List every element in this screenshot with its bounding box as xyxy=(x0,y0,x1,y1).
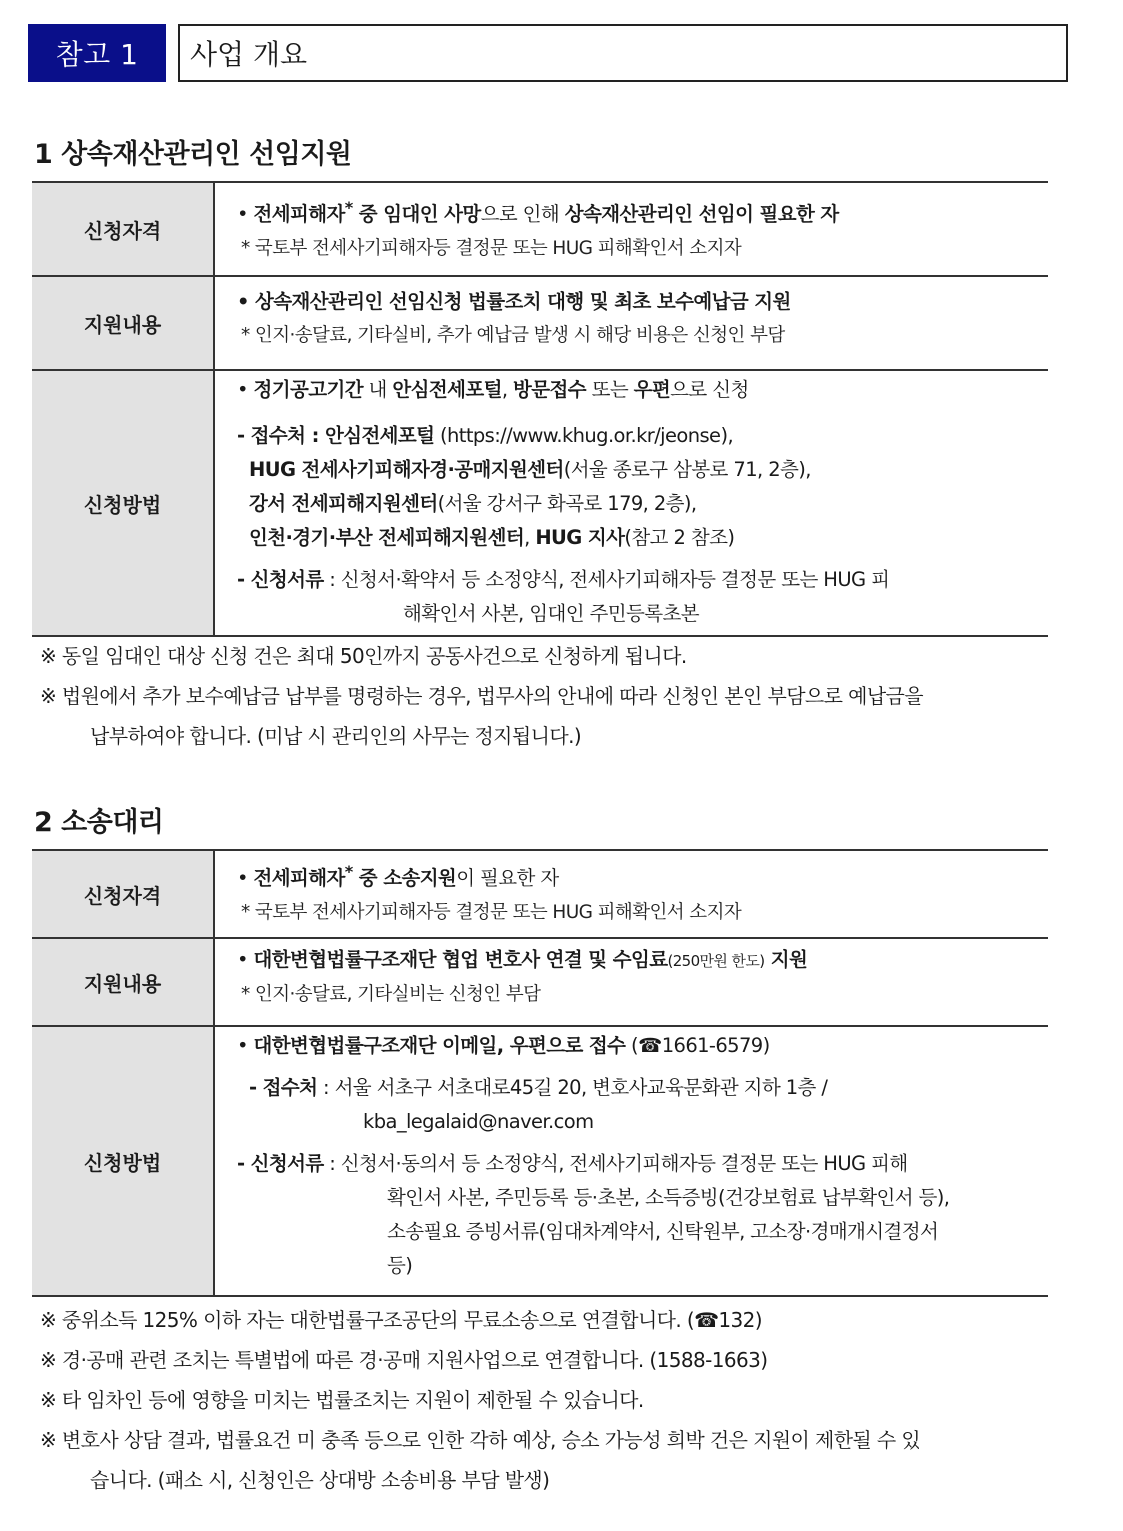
row-content: • 전세피해자* 중 소송지원이 필요한 자 * 국토부 전세사기피해자등 결정문 또는 HUG 피해확인서 소지자 xyxy=(214,850,1048,938)
row-label: 신청방법 xyxy=(32,1026,214,1296)
section-1-title: 1 상속재산관리인 선임지원 xyxy=(34,139,352,170)
row-content: • 대한변협법률구조재단 협업 변호사 연결 및 수임료(250만원 한도) 지원 * 인지·송달료, 기타실비는 신청인 부담 xyxy=(214,938,1048,1026)
header-title: 사업 개요 xyxy=(178,24,1068,82)
document-header xyxy=(28,24,1068,82)
section-1-table xyxy=(32,181,1048,637)
reference-tag: 참고 1 xyxy=(28,24,166,82)
table-row xyxy=(32,182,1048,276)
section-2-table xyxy=(32,849,1048,1297)
table-row xyxy=(32,1026,1048,1296)
note-item: ※ 변호사 상담 결과, 법률요건 미 충족 등으로 인한 각하 예상, 승소 가능성 희박 건은 지원이 제한될 수 있 xyxy=(40,1428,921,1452)
table-row xyxy=(32,850,1048,938)
row-label: 지원내용 xyxy=(32,938,214,1026)
row-label: 지원내용 xyxy=(32,276,214,370)
row-label: 신청자격 xyxy=(32,182,214,276)
note-item: ※ 타 임차인 등에 영향을 미치는 법률조치는 지원이 제한될 수 있습니다. xyxy=(40,1388,644,1412)
note-item: ※ 중위소득 125% 이하 자는 대한법률구조공단의 무료소송으로 연결합니다. (☎132) xyxy=(40,1308,763,1332)
row-label: 신청방법 xyxy=(32,370,214,636)
row-content: • 전세피해자* 중 임대인 사망으로 인해 상속재산관리인 선임이 필요한 자 * 국토부 전세사기피해자등 결정문 또는 HUG 피해확인서 소지자 xyxy=(214,182,1048,276)
row-content: • 상속재산관리인 선임신청 법률조치 대행 및 최초 보수예납금 지원 * 인지·송달료, 기타실비, 추가 예납금 발생 시 해당 비용은 신청인 부담 xyxy=(214,276,1048,370)
row-label: 신청자격 xyxy=(32,850,214,938)
section-2-notes xyxy=(40,1300,1080,1500)
note-item: 습니다. (패소 시, 신청인은 상대방 소송비용 부담 발생) xyxy=(90,1468,550,1492)
note-item: 납부하여야 합니다. (미납 시 관리인의 사무는 정지됩니다.) xyxy=(90,724,582,748)
note-item: ※ 법원에서 추가 보수예납금 납부를 명령하는 경우, 법무사의 안내에 따라 신청인 본인 부담으로 예납금을 xyxy=(40,684,924,708)
table-row xyxy=(32,276,1048,370)
table-row xyxy=(32,938,1048,1026)
section-2-title: 2 소송대리 xyxy=(34,807,164,838)
table-row xyxy=(32,370,1048,636)
note-item: ※ 동일 임대인 대상 신청 건은 최대 50인까지 공동사건으로 신청하게 됩니다. xyxy=(40,644,687,668)
row-content: • 대한변협법률구조재단 이메일, 우편으로 접수 (☎1661-6579) - 접수처 : 서울 서초구 서초대로45길 20, 변호사교육문화관 지하 1층 / kba_legalaid@naver.com - 신청서류 : 신청서·동의서 등 소정양식, 전세사기피해자등 결정문 또는 HUG 피해 확인서 사본, 주민등록 등·초본, 소득증빙(건강보험료 납부확인서 등), 소송필요 증빙서류(임대차계약서, 신탁원부, 고소장·경매개시결정서 등) xyxy=(214,1026,1048,1296)
row-content: • 정기공고기간 내 안심전세포털, 방문접수 또는 우편으로 신청 - 접수처 : 안심전세포털 (https://www.khug.or.kr/jeonse), HUG 전세사기피해자경·공매지원센터(서울 종로구 삼봉로 71, 2층), 강서 전세피해지원센터(서울 강서구 화곡로 179, 2층), 인천·경기·부산 전세피해지원센터, HUG 지사(참고 2 참조) - 신청서류 : 신청서·확약서 등 소정양식, 전세사기피해자등 결정문 또는 HUG 피 해확인서 사본, 임대인 주민등록초본 xyxy=(214,370,1048,636)
section-1-notes xyxy=(40,636,1080,756)
note-item: ※ 경·공매 관련 조치는 특별법에 따른 경·공매 지원사업으로 연결합니다. (1588-1663) xyxy=(40,1348,768,1372)
